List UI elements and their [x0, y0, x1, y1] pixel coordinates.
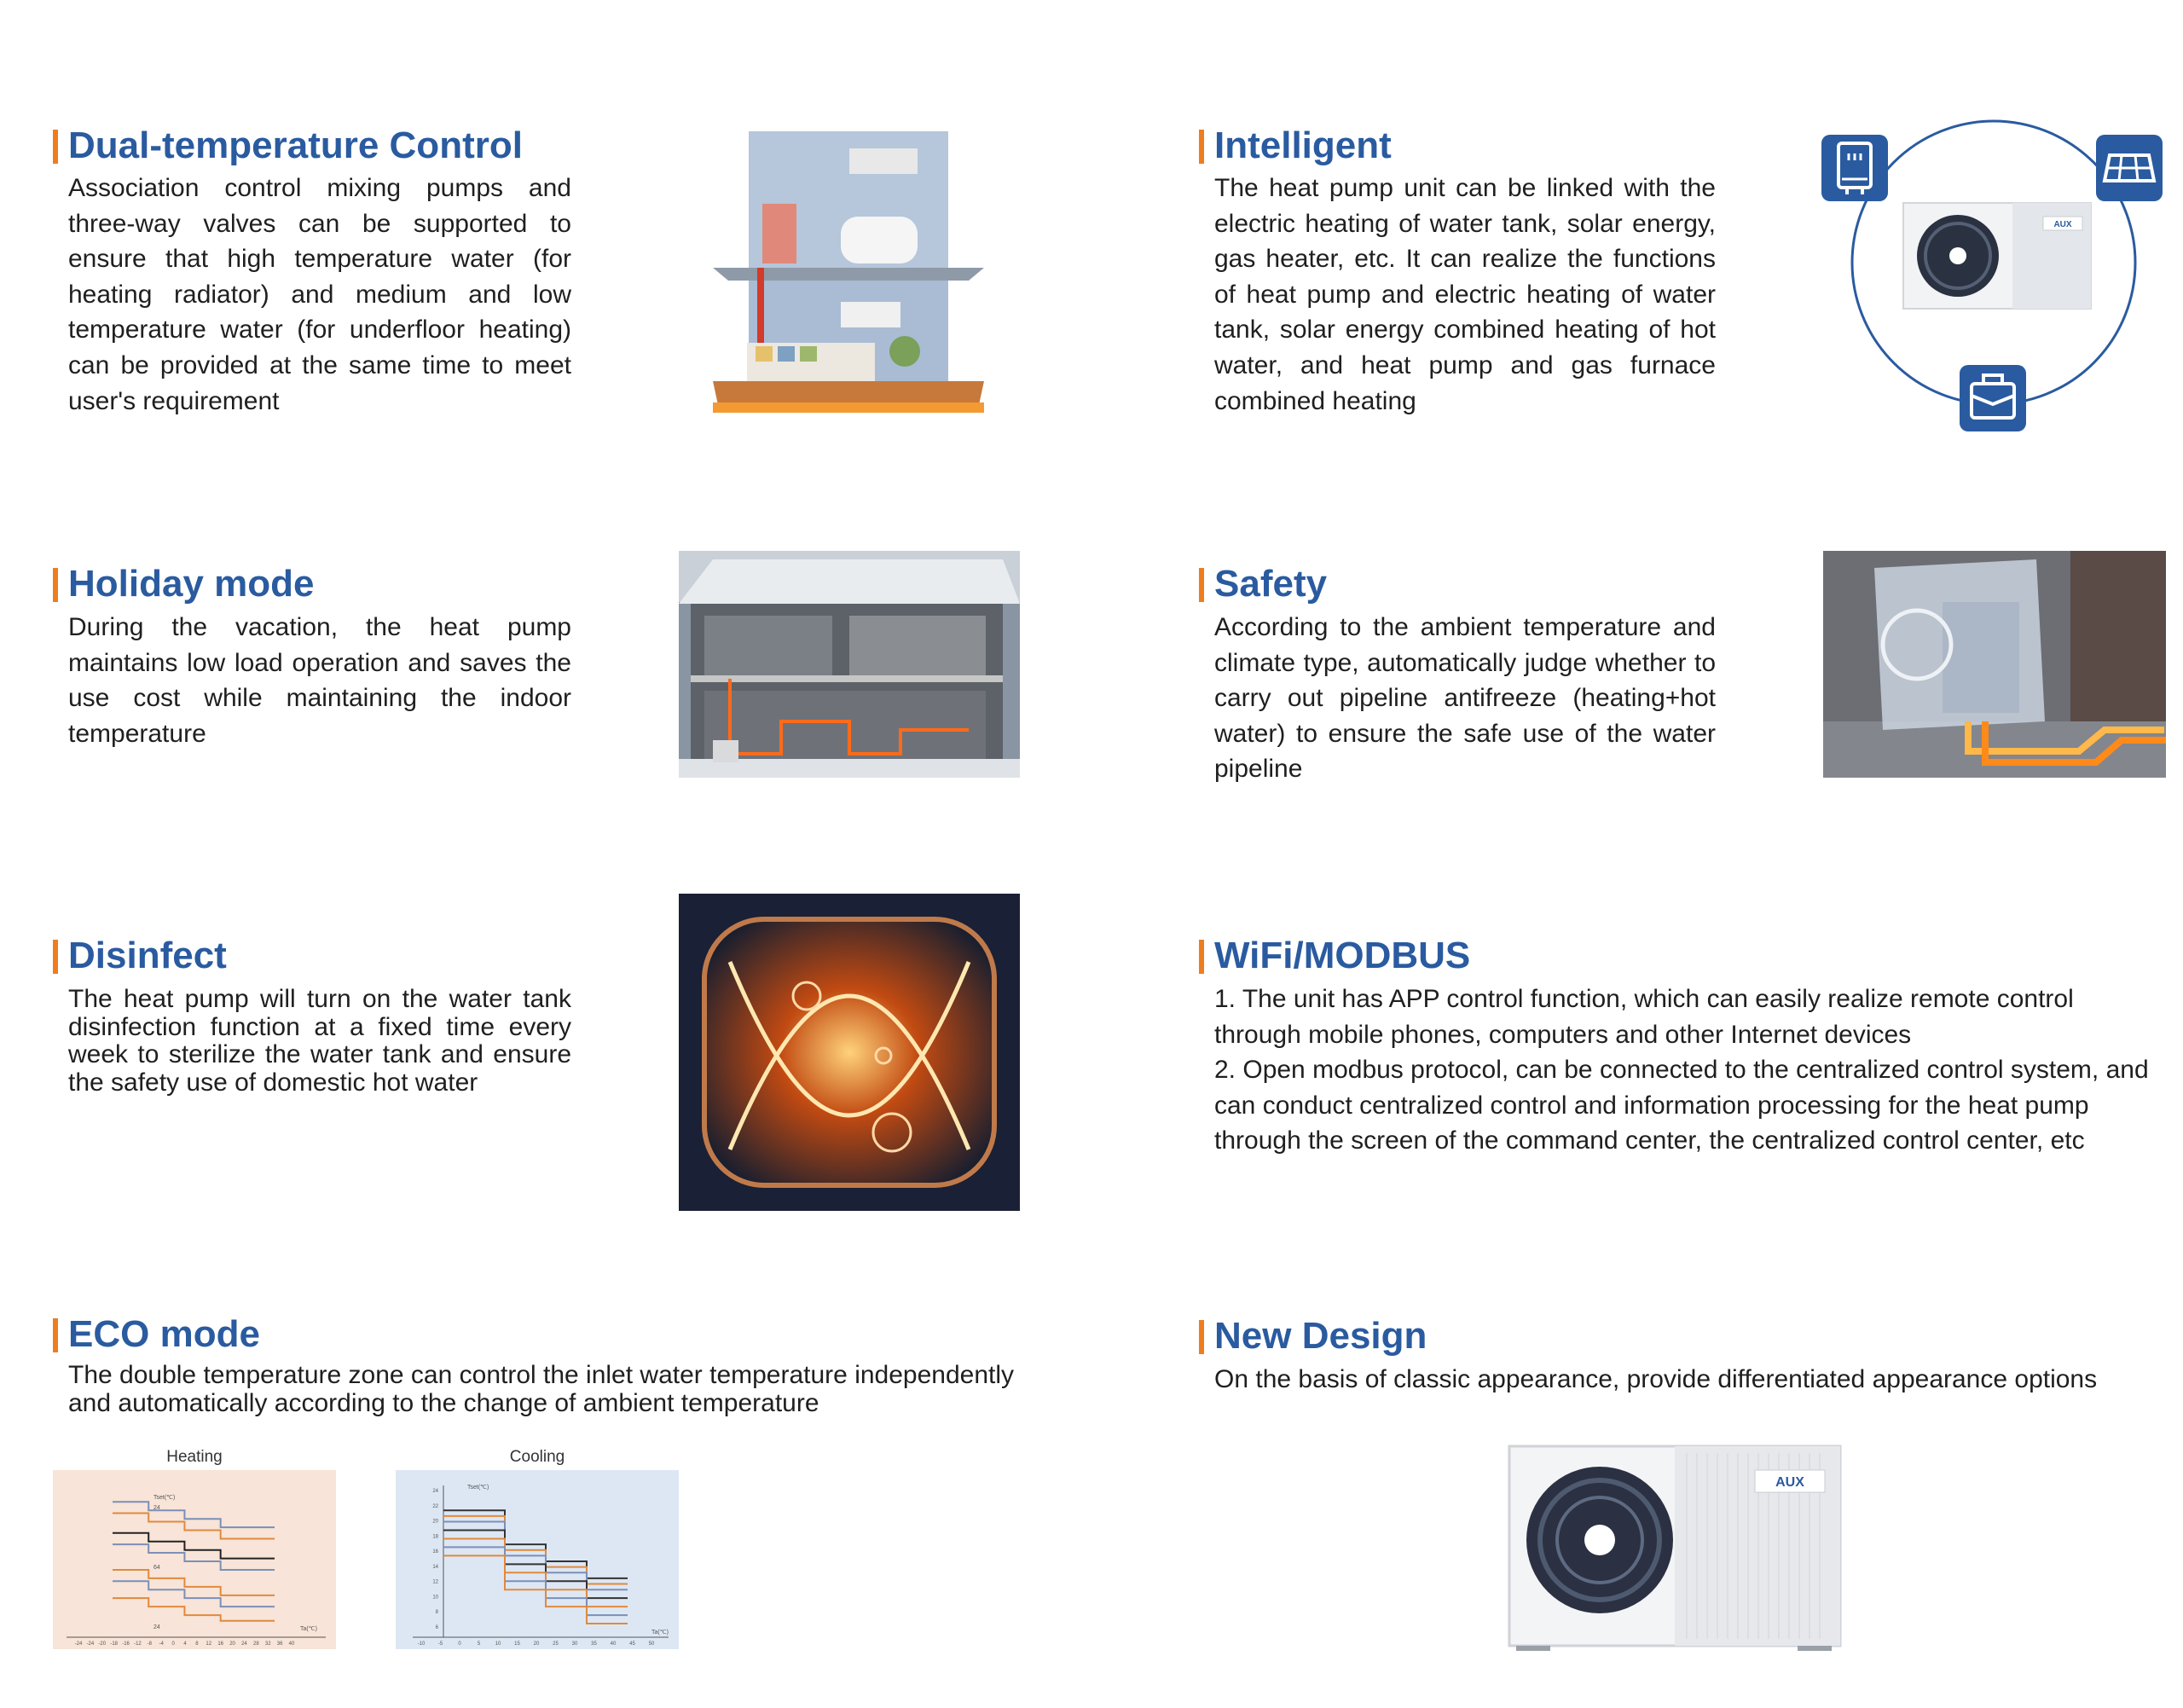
- solar-panel-icon: [2096, 135, 2163, 201]
- cooling-y-tick: 24: [432, 1489, 438, 1494]
- winter-house-image: [679, 551, 1020, 778]
- safety-text: According to the ambient temperature and climate type, automatically judge whether to carry out pipeline antifreeze (heating+hot water) to ensure the safe use of the water pipeline: [1214, 613, 1716, 784]
- heat-pump-unit-image: [1508, 1445, 1842, 1651]
- heating-x-tick: -20: [98, 1641, 107, 1647]
- water-heater-icon: [1821, 135, 1888, 201]
- unit-brand-logo: AUX: [1775, 1475, 1804, 1490]
- heating-ylabel: Tset(℃): [153, 1495, 176, 1501]
- water-tank-disinfection-image: [679, 894, 1020, 1211]
- heating-label-1: 24: [153, 1505, 160, 1511]
- heating-x-tick: 16: [217, 1641, 224, 1647]
- holiday-mode-text: During the vacation, the heat pump maintains low load operation and saves the use cost while maintaining the indoor temperature: [68, 613, 571, 748]
- cooling-y-tick: 8: [435, 1610, 438, 1616]
- eco-mode-title: ECO mode: [68, 1313, 260, 1355]
- wifi-modbus-title: WiFi/MODBUS: [1214, 935, 1471, 976]
- cooling-x-tick: 15: [514, 1641, 520, 1647]
- new-design-title: New Design: [1214, 1315, 1427, 1357]
- dual-temperature-text: Association control mixing pumps and three-way valves can be supported to ensure that high temperature water (for heating radiator) and medium and low temperature water (for underfloor heating) can be provided at the same time to meet user's requirement: [68, 174, 571, 415]
- intelligent-title: Intelligent: [1214, 124, 1392, 166]
- heating-chart-svg: [53, 1470, 336, 1649]
- section-accent-bar: [53, 130, 58, 164]
- cooling-y-tick: 12: [432, 1579, 438, 1585]
- cooling-y-tick: 10: [432, 1595, 438, 1601]
- antifreeze-unit-image: [1823, 551, 2166, 778]
- dual-temperature-title: Dual-temperature Control: [68, 124, 523, 166]
- section-accent-bar: [1199, 1320, 1204, 1354]
- cooling-chart: [396, 1470, 679, 1649]
- cooling-x-tick: 10: [495, 1641, 501, 1647]
- section-accent-bar: [1199, 940, 1204, 974]
- cooling-x-tick: -10: [417, 1641, 426, 1647]
- disinfect-text: The heat pump will turn on the water tank disinfection function at a fixed time every week to sterilize the water tank and ensure the safety use of domestic hot water: [68, 985, 571, 1097]
- cooling-x-tick: 20: [533, 1641, 540, 1647]
- section-accent-bar: [53, 1318, 58, 1352]
- cooling-x-tick: 50: [648, 1641, 655, 1647]
- disinfect-title: Disinfect: [68, 935, 227, 976]
- intelligent-diagram: [1821, 118, 2166, 437]
- house-illustration: [713, 131, 984, 421]
- eco-mode-text: The double temperature zone can control the inlet water temperature independently and automatically according to the change of ambient temperature: [68, 1361, 1015, 1417]
- gas-furnace-icon: [1960, 365, 2026, 431]
- safety-title: Safety: [1214, 563, 1328, 605]
- intelligent-text: The heat pump unit can be linked with the electric heating of water tank, solar energy, gas heater, etc. It can realize the functions of heat pump and electric heating of water tank, solar energy combined heating of hot water, and heat pump and gas furnace combined heating: [1214, 174, 1716, 415]
- cooling-x-tick: 45: [629, 1641, 635, 1647]
- cooling-x-tick: 35: [591, 1641, 597, 1647]
- heating-xlabel: Ta(℃): [300, 1626, 317, 1632]
- heating-chart: [53, 1470, 336, 1649]
- heating-x-tick: -24: [74, 1641, 83, 1647]
- heating-x-tick: 8: [195, 1641, 199, 1647]
- heating-x-tick: -18: [110, 1641, 119, 1647]
- heating-label-3: 24: [153, 1624, 160, 1630]
- cooling-y-tick: 14: [432, 1564, 438, 1570]
- heating-x-tick: 36: [276, 1641, 283, 1647]
- heating-x-tick: 32: [264, 1641, 271, 1647]
- heating-x-tick: 4: [183, 1641, 187, 1647]
- heating-x-tick: -24: [86, 1641, 95, 1647]
- heating-chart-title: Heating: [166, 1448, 223, 1466]
- heating-x-tick: 28: [252, 1641, 259, 1647]
- unit-brand-logo: AUX: [2053, 220, 2072, 229]
- cooling-ylabel: Tset(℃): [467, 1485, 489, 1491]
- heating-x-tick: -16: [122, 1641, 130, 1647]
- wifi-modbus-line-2: 2. Open modbus protocol, can be connected to the centralized control system, and can conduct centralized control and information processing for the heat pump through the screen of the command center, the centralized control center, etc: [1214, 1056, 2149, 1155]
- section-accent-bar: [53, 568, 58, 602]
- heating-x-tick: 40: [288, 1641, 295, 1647]
- cooling-x-tick: -5: [437, 1641, 443, 1647]
- cooling-y-tick: 6: [435, 1625, 438, 1630]
- cooling-chart-svg: [396, 1470, 679, 1649]
- cooling-x-tick: 5: [477, 1641, 481, 1647]
- heating-x-tick: -12: [134, 1641, 142, 1647]
- heating-label-2: 64: [153, 1565, 160, 1571]
- cooling-xlabel: Ta(℃): [651, 1630, 669, 1636]
- wifi-modbus-line-1: 1. The unit has APP control function, which can easily realize remote control through mobile phones, computers and other Internet devices: [1214, 985, 2074, 1049]
- cooling-y-tick: 18: [432, 1534, 438, 1540]
- heating-x-tick: -4: [159, 1641, 164, 1647]
- cooling-y-tick: 16: [432, 1549, 438, 1555]
- heating-x-tick: 12: [206, 1641, 212, 1647]
- new-design-text: On the basis of classic appearance, provide differentiated appearance options: [1214, 1365, 2098, 1393]
- holiday-mode-title: Holiday mode: [68, 563, 315, 605]
- heating-x-tick: -8: [147, 1641, 153, 1647]
- heating-x-tick: 20: [229, 1641, 235, 1647]
- section-accent-bar: [1199, 130, 1204, 164]
- cooling-y-tick: 20: [432, 1519, 438, 1525]
- section-accent-bar: [1199, 568, 1204, 602]
- heating-x-tick: 0: [171, 1641, 175, 1647]
- heating-x-tick: 24: [241, 1641, 247, 1647]
- cooling-y-tick: 22: [432, 1503, 438, 1509]
- cooling-x-tick: 30: [571, 1641, 578, 1647]
- section-accent-bar: [53, 940, 58, 974]
- cooling-chart-title: Cooling: [509, 1448, 565, 1466]
- cooling-x-tick: 40: [610, 1641, 617, 1647]
- cooling-x-tick: 25: [553, 1641, 559, 1647]
- wifi-modbus-text: [1214, 981, 2156, 1159]
- cooling-x-tick: 0: [458, 1641, 461, 1647]
